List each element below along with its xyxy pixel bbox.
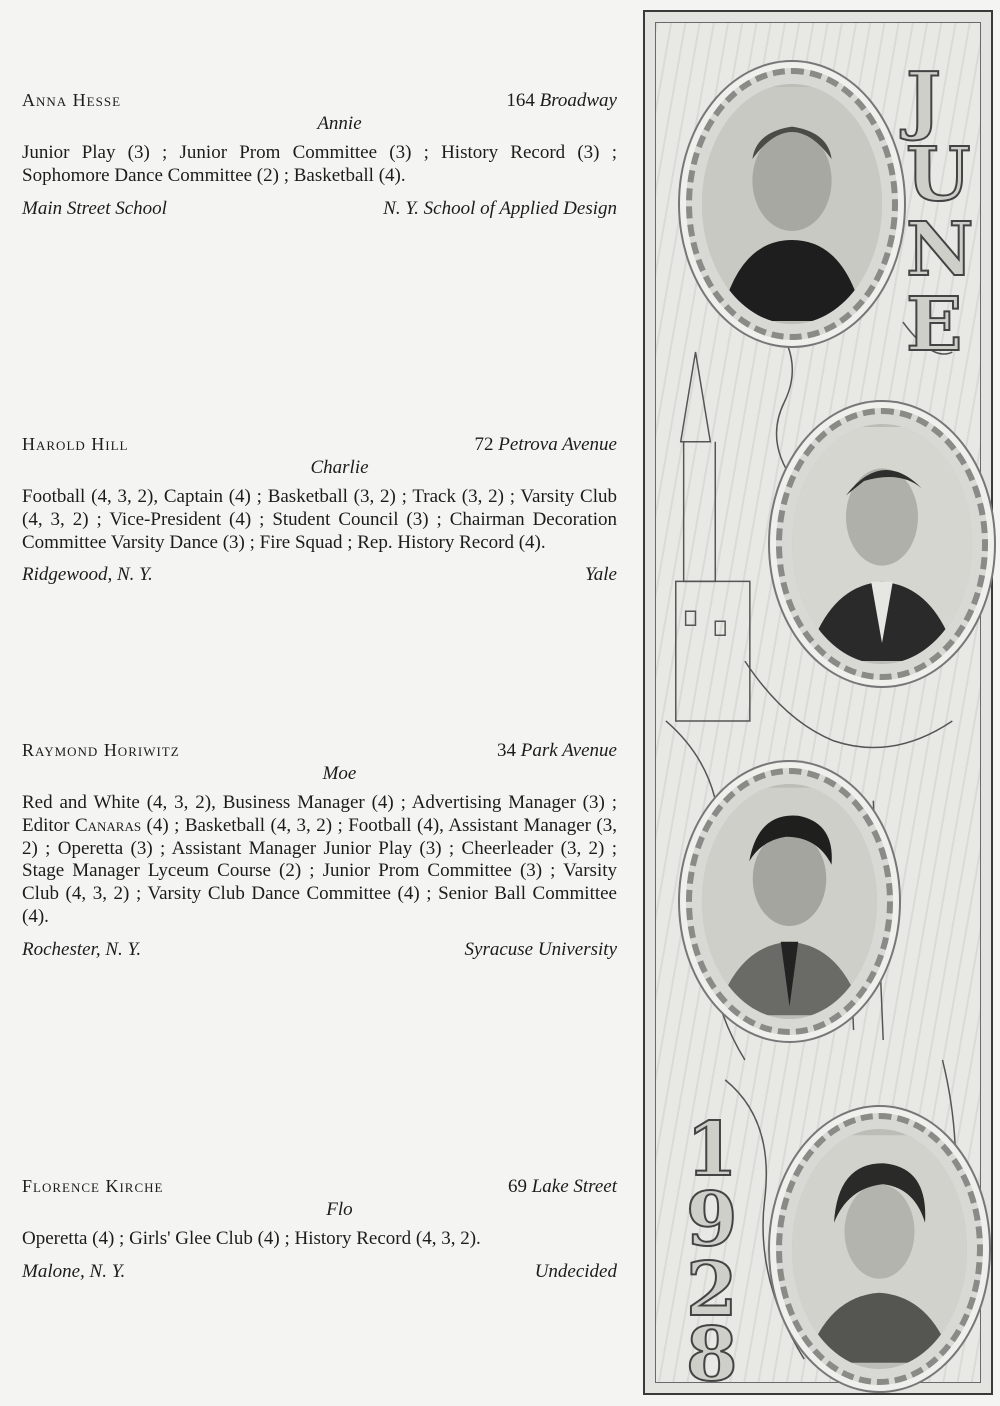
student-name: Harold Hill xyxy=(22,434,129,454)
portrait-frame-raymond-horiwitz xyxy=(686,768,893,1035)
future-school: Yale xyxy=(584,564,617,586)
home-address: 164 Broadway xyxy=(506,90,617,111)
decorative-panel xyxy=(643,10,993,1398)
month-letter: E xyxy=(906,282,963,368)
nickname: Flo xyxy=(326,1199,353,1220)
portrait-frame-harold-hill xyxy=(776,408,988,680)
previous-school: Main Street School xyxy=(22,197,167,219)
previous-school: Malone, N. Y. xyxy=(22,1260,126,1282)
activities: Red and White (4, 3, 2), Business Manager (4) ; Advertising Manager (3) ; Editor Canaras (4) ; Basketball (4, 3, 2) ; Football (4), Assistant Manager (3, 2) ; Operetta (3) ; Assistant Manager Junior Play (3) ; Cheerleader (3, 2) ; Stage Manager Lyceum Course (2) ; Junior Prom Committee (3) ; Varsity Club (4, 3, 2) ; Varsity Club Dance Committee (4) ; Senior Ball Committee (4). xyxy=(22,792,617,927)
portrait-photo xyxy=(792,424,972,664)
student-name: Raymond Horiwitz xyxy=(22,740,180,760)
home-address: 34 Park Avenue xyxy=(497,740,617,761)
month-letter: J xyxy=(906,57,942,143)
portrait-harold-hill-icon xyxy=(792,424,972,664)
future-school: Undecided xyxy=(534,1260,617,1282)
future-school: Syracuse University xyxy=(464,938,617,960)
previous-school: Rochester, N. Y. xyxy=(22,938,142,960)
portrait-anna-hesse-icon xyxy=(702,84,882,324)
portrait-frame-anna-hesse xyxy=(686,68,898,340)
year-digit: 8 xyxy=(686,1312,738,1398)
entry-anna-hesse xyxy=(22,90,617,222)
activities: Junior Play (3) ; Junior Prom Committee (3) ; History Record (3) ; Sophomore Dance Committee (2) ; Basketball (4). xyxy=(22,142,617,186)
month-letter: N xyxy=(906,207,974,293)
portrait-photo xyxy=(702,784,877,1019)
panel-background xyxy=(655,22,981,1398)
portrait-florence-kirche-icon xyxy=(792,1129,967,1369)
home-address: 69 Lake Street xyxy=(507,1176,617,1197)
portrait-frame-florence-kirche xyxy=(776,1113,983,1385)
yearbook-name: Canaras xyxy=(74,814,142,836)
year-digit: 9 xyxy=(686,1177,738,1263)
activities: Football (4, 3, 2), Captain (4) ; Basketball (3, 2) ; Track (3, 2) ; Varsity Club (4, 3, 2) ; Vice-President (4) ; Student Council (3) ; Chairman Decoration Committee Varsity Dance (3) ; Fire Squad ; Rep. History Record (4). xyxy=(22,486,617,553)
entry-harold-hill xyxy=(22,434,617,588)
portrait-raymond-horiwitz-icon xyxy=(702,784,877,1019)
portrait-photo xyxy=(702,84,882,324)
future-school: N. Y. School of Applied Design xyxy=(383,197,617,219)
student-name: Florence Kirche xyxy=(22,1176,164,1196)
nickname: Moe xyxy=(322,763,357,784)
portrait-photo xyxy=(792,1129,967,1369)
previous-school: Ridgewood, N. Y. xyxy=(22,564,153,586)
nickname: Annie xyxy=(317,113,362,134)
month-letter: U xyxy=(906,132,971,218)
year-digit: 2 xyxy=(686,1247,738,1333)
entry-florence-kirche xyxy=(22,1176,617,1285)
nickname: Charlie xyxy=(310,457,369,478)
activities: Operetta (4) ; Girls' Glee Club (4) ; History Record (4, 3, 2). xyxy=(22,1228,481,1249)
home-address: 72 Petrova Avenue xyxy=(474,434,617,455)
entry-raymond-horiwitz xyxy=(22,740,617,963)
year-digit: 1 xyxy=(686,1107,738,1193)
student-name: Anna Hesse xyxy=(22,90,122,110)
